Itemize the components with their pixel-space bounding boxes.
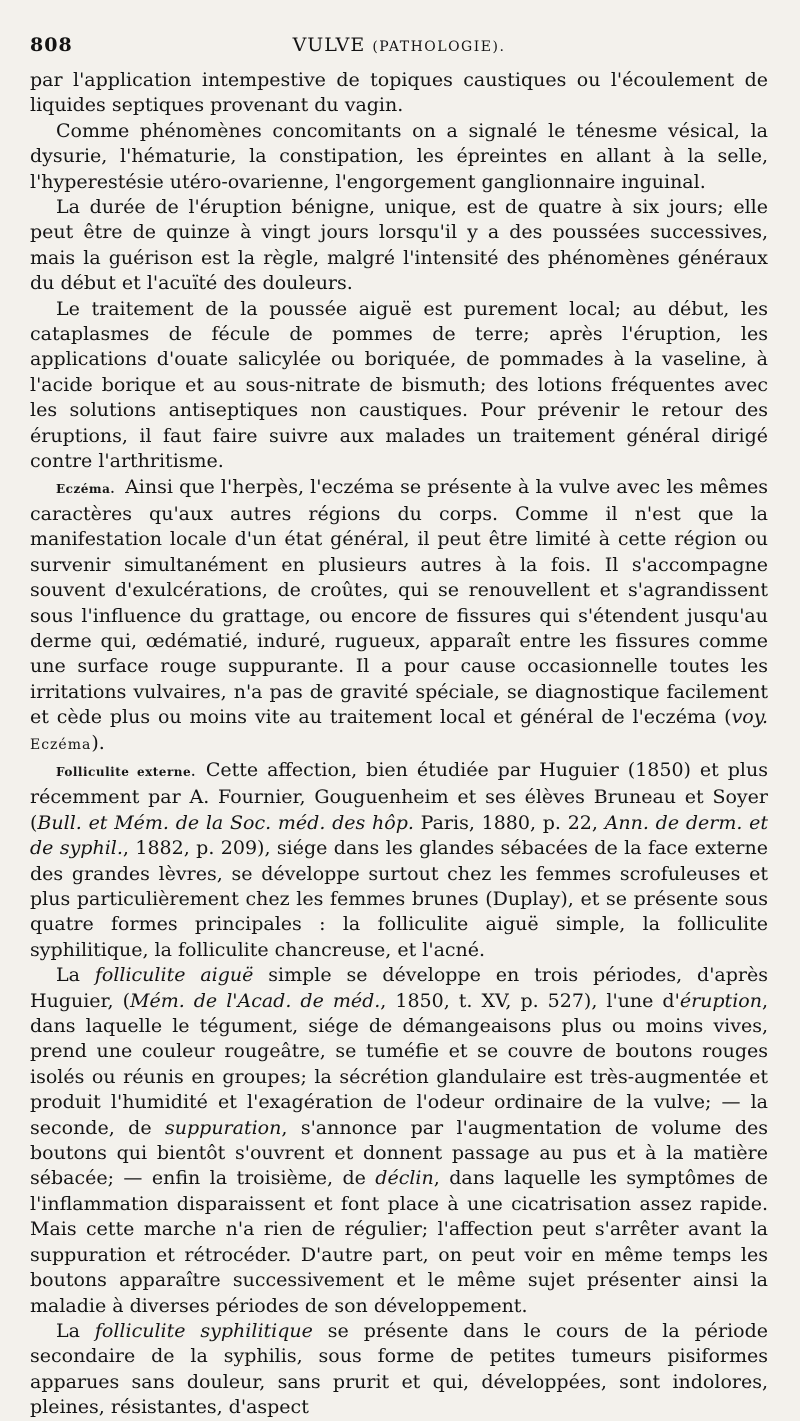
eczema-voy: voy. — [731, 706, 768, 729]
aigue-text-2: simple se développe en trois périodes, d'après Huguier, ( — [30, 964, 768, 1012]
aigue-text-5: , s'annonce par l'augmentation de volume des boutons qui bientôt s'ouvrent et donnent passage au pus et à la matière sébacée; — enfin la troisième, de — [30, 1116, 768, 1190]
page-number: 808 — [30, 34, 73, 56]
aigue-term: folliculite aiguë — [94, 964, 254, 987]
paragraph-concomitants: Comme phénomènes concomitants on a signalé le ténesme vésical, la dysurie, l'hématurie, la constipation, les épreintes en allant à la selle, l'hyperestésie utéro-ovarienne, l'engorgement ganglionnaire inguinal. — [30, 119, 768, 193]
eczema-end: ). — [91, 731, 105, 754]
paragraph-folliculite-syphilitique — [30, 1319, 768, 1421]
folliculite-text-3: , 1882, p. 209), siége dans les glandes sébacées de la face externe des grandes lèvres, se développe surtout chez les femmes scrofuleuses et plus particulièrement chez les femmes brunes (Duplay), et se présente sous quatre formes principales : la folliculite aiguë simple, la folliculite syphilitique, la folliculite chancreuse, et l'acné. — [30, 837, 769, 961]
paragraph-continuation: par l'application intempestive de topiques caustiques ou l'écoulement de liquides septiques provenant du vagin. — [30, 69, 768, 117]
aigue-text-6: , dans laquelle les symptômes de l'inflammation disparaissent et font place à une cicatrisation assez rapide. Mais cette marche n'a rien de régulier; l'affection peut s'arrêter avant la suppuration et rétrocéder. D'autre part, on peut voir en même temps les boutons apparaître successivement et le même sujet présenter ainsi la maladie à diverses périodes de son développement. — [30, 1167, 768, 1317]
folliculite-citation-1: Bull. et Mém. de la Soc. méd. des hôp. — [37, 811, 414, 834]
folliculite-text-2: Paris, 1880, p. 22, — [413, 811, 605, 834]
aigue-text-3: , 1850, t. XV, p. 527), l'une d' — [380, 989, 680, 1012]
aigue-citation: Mém. de l'Acad. de méd. — [130, 989, 381, 1012]
aigue-declin: déclin — [375, 1167, 434, 1190]
folliculite-text-1: Cette affection, bien étudiée par Huguier (1850) et plus récemment par A. Fournier, Gouguenheim et ses élèves Bruneau et Soyer ( — [30, 758, 768, 834]
syph-text-2: se présente dans le cours de la période secondaire de la syphilis, sous forme de petites tumeurs pisiformes apparues sans douleur, sans prurit et qui, développées, sont indolores, pleines, résistantes, d'aspect — [30, 1319, 769, 1419]
page-body — [30, 68, 768, 1421]
syph-term: folliculite syphilitique — [94, 1319, 313, 1342]
running-title-main: VULVE — [292, 34, 366, 56]
section-label-folliculite: Folliculite externe. — [56, 764, 196, 779]
running-title-sub: (PATHOLOGIE). — [372, 39, 506, 55]
section-label-eczema: Eczéma. — [56, 481, 116, 496]
paragraph-eczema — [30, 475, 768, 758]
aigue-suppuration: suppuration — [165, 1116, 282, 1139]
aigue-text-4: , dans laquelle le tégument, siége de démangeaisons plus ou moins vives, prend une couleur rougeâtre, se tuméfie et se couvre de boutons rouges isolés ou réunis en groupes; la sécrétion glandulaire est très-augmentée et produit l'humidité et l'exagération de l'odeur ordinaire de la vulve; — la seconde, de — [30, 989, 768, 1139]
paragraph-folliculite-externe — [30, 758, 768, 963]
aigue-eruption: éruption — [679, 989, 762, 1012]
paragraph-folliculite-aigue — [30, 963, 768, 1319]
page-header — [30, 28, 768, 62]
eczema-crossref: Eczéma — [30, 736, 92, 753]
paragraph-duration: La durée de l'éruption bénigne, unique, est de quatre à six jours; elle peut être de quinze à vingt jours lorsqu'il y a des poussées successives, mais la guérison est la règle, malgré l'intensité des phénomènes généraux du début et l'acuïté des douleurs. — [30, 196, 768, 295]
running-title — [30, 34, 768, 56]
aigue-text-1: La — [56, 964, 95, 987]
folliculite-citation-2: Ann. de derm. et de syphil. — [30, 811, 769, 860]
eczema-text: Ainsi que l'herpès, l'eczéma se présente à la vulve avec les mêmes caractères qu'aux autres régions du corps. Comme il n'est que la manifestation locale d'un état général, il peut être limité à cette région ou survenir simultanément en plusieurs autres à la fois. Il s'accompagne souvent d'exulcérations, de croûtes, qui se renouvellent et s'agrandissent sous l'influence du grattage, ou encore de fissures qui s'étendent jusqu'au derme qui, œdématié, induré, rugueux, apparaît entre les fissures comme une surface rouge suppurante. Il a pour cause occasionnelle toutes les irritations vulvaires, n'a pas de gravité spéciale, se diagnostique facilement et cède plus ou moins vite au traitement local et général de l'eczéma ( — [30, 475, 768, 729]
syph-text-1: La — [56, 1319, 95, 1342]
paragraph-treatment: Le traitement de la poussée aiguë est purement local; au début, les cataplasmes de fécule de pommes de terre; après l'éruption, les applications d'ouate salicylée ou boriquée, de pommades à la vaseline, à l'acide borique et au sous-nitrate de bismuth; des lotions fréquentes avec les solutions antiseptiques non caustiques. Pour prévenir le retour des éruptions, il faut faire suivre aux malades un traitement général dirigé contre l'arthritisme. — [30, 297, 768, 473]
